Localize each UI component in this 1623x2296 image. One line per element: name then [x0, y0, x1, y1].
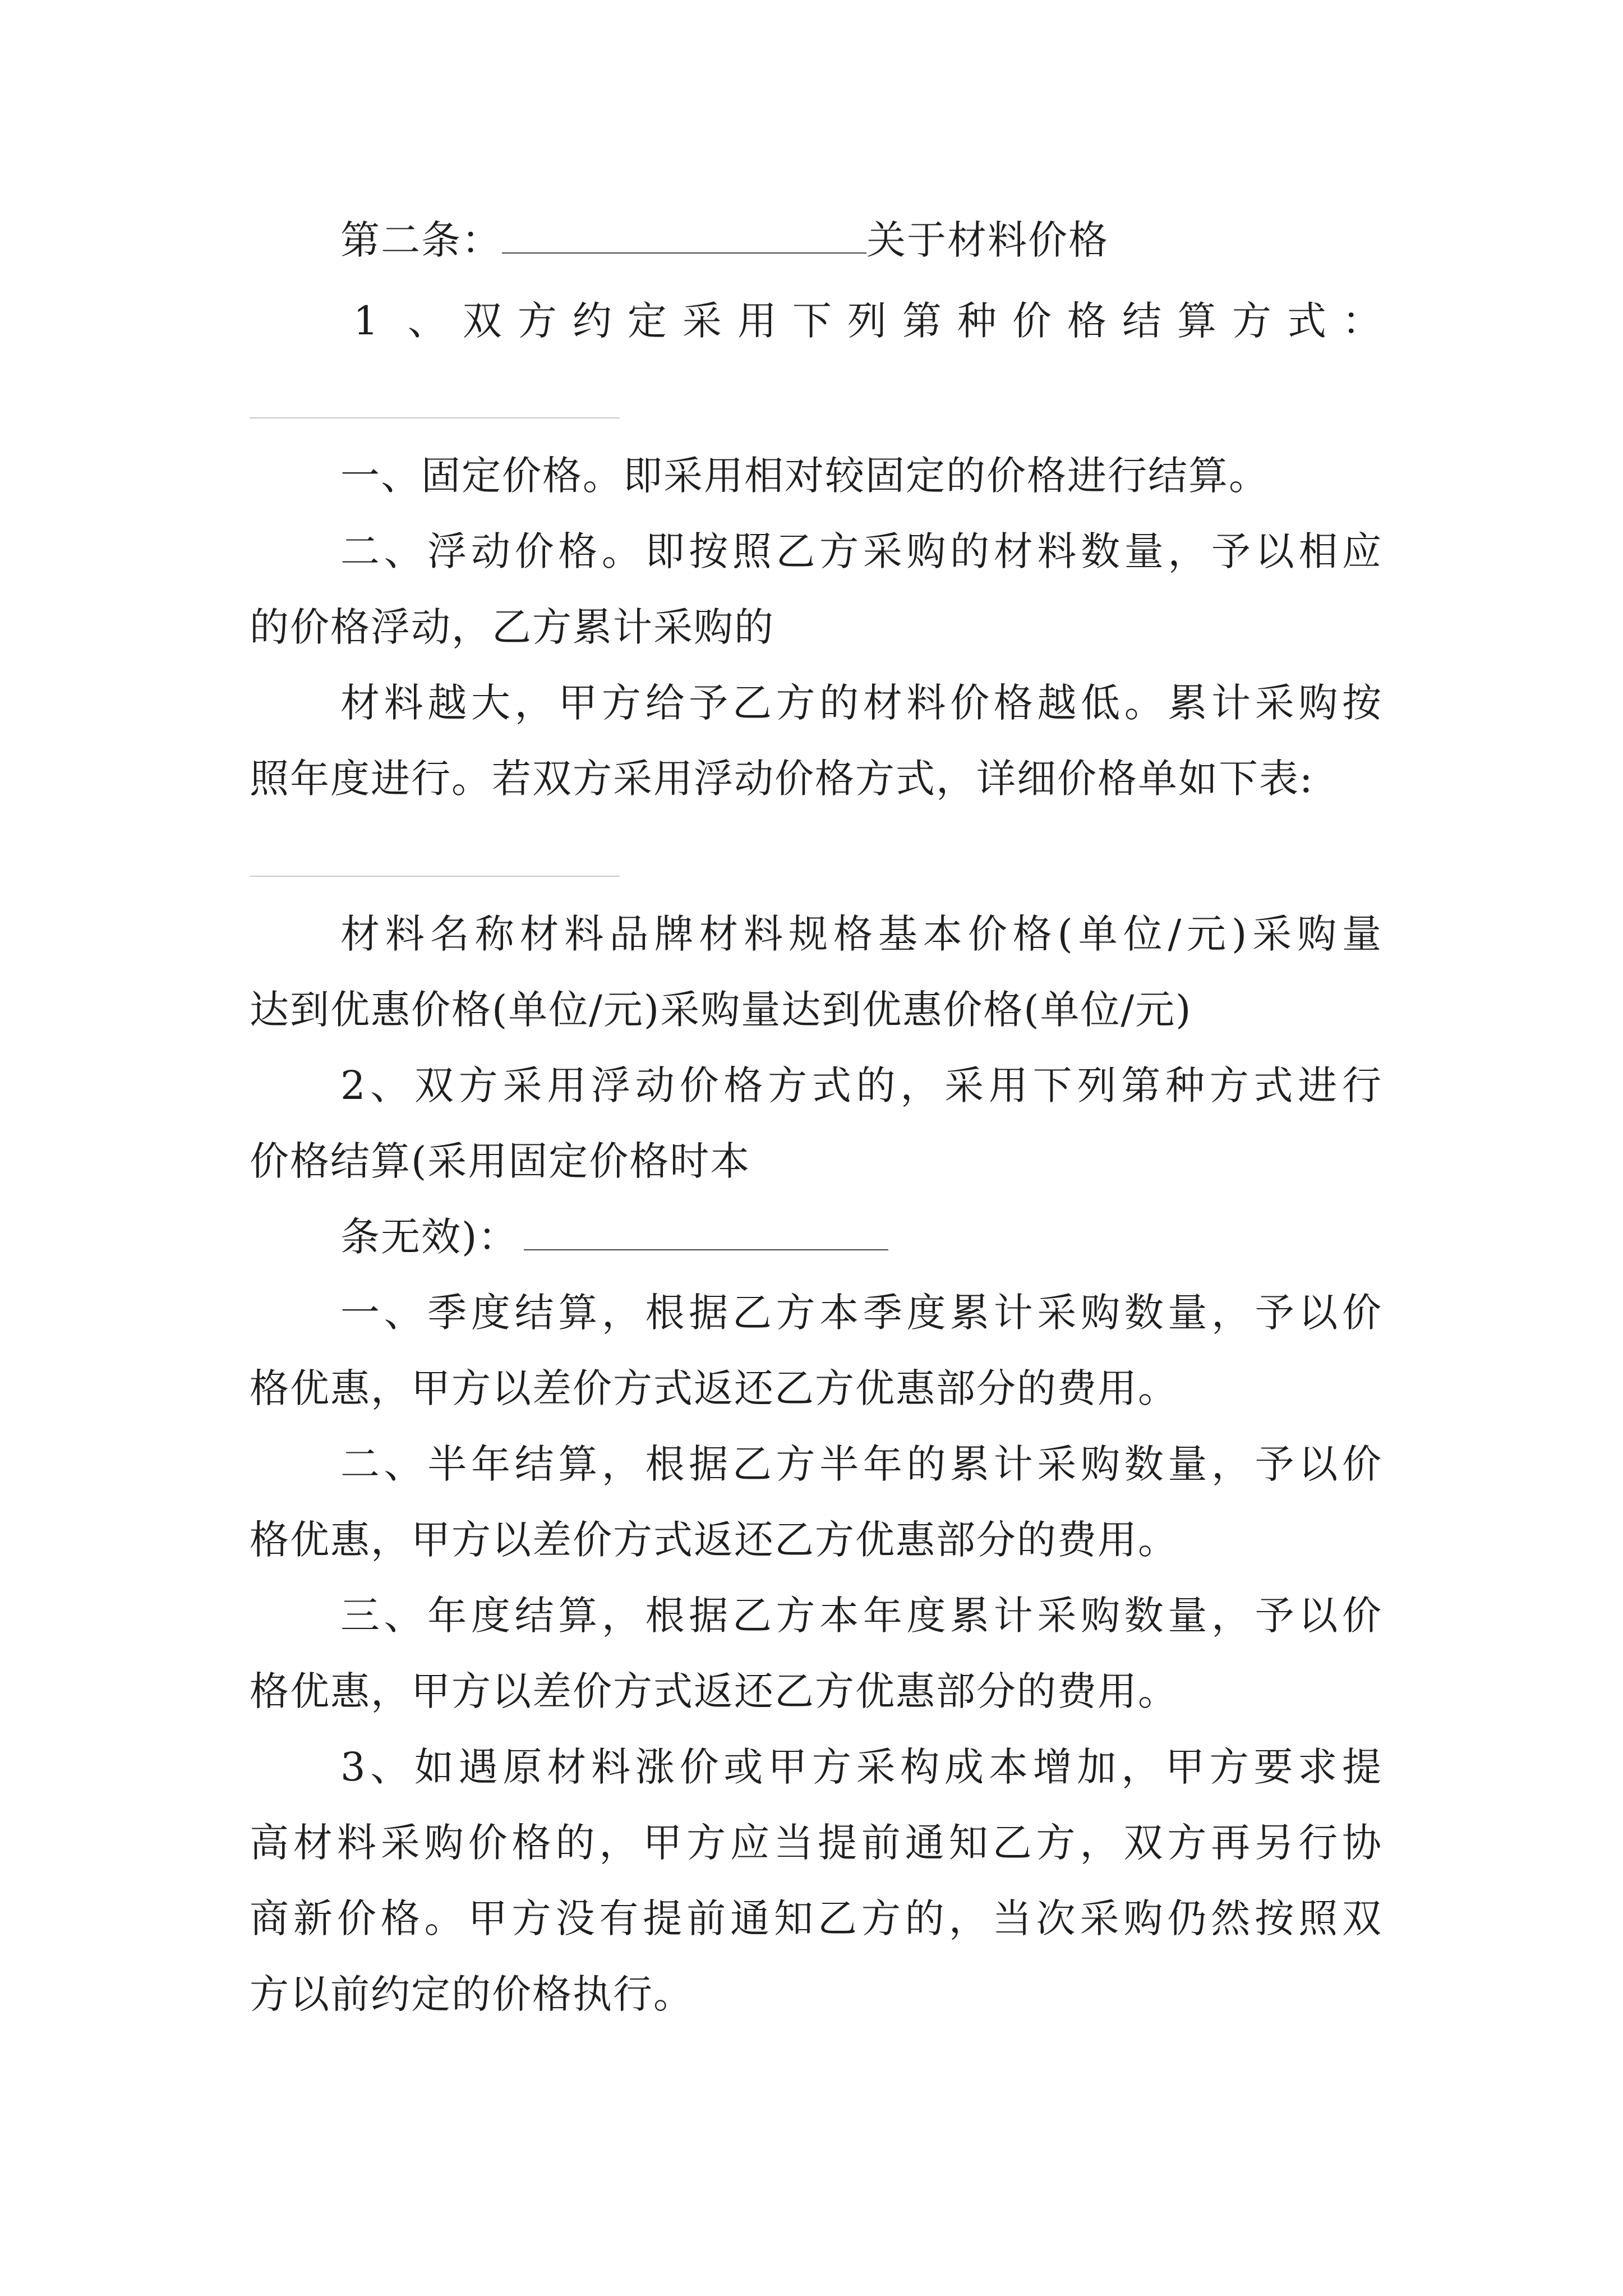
- floating-cont-line1: 材料越大，甲方给予乙方的材料价格越低。累计采购按: [340, 680, 1382, 726]
- article-heading: [340, 213, 1473, 267]
- clause2-line1: 2、双方采用浮动价格方式的，采用下列第种方式进行: [340, 1062, 1382, 1108]
- floating-cont-line2: 照年度进行。若双方采用浮动价格方式，详细价格单如下表:: [250, 756, 1314, 802]
- blank-rule-1: [250, 417, 620, 418]
- option-floating-line2: 的价格浮动，乙方累计采购的: [250, 604, 774, 650]
- clause3-line3: 商新价格。甲方没有提前通知乙方的，当次采购仍然按照双: [250, 1895, 1382, 1941]
- clause3-line2: 高材料采购价格的，甲方应当提前通知乙方，双方再另行协: [250, 1820, 1382, 1866]
- clause2-line2: 价格结算(采用固定价格时本: [250, 1138, 751, 1184]
- option-floating-line1: 二、浮动价格。即按照乙方采购的材料数量，予以相应: [340, 528, 1382, 574]
- quarterly-line2: 格优惠，甲方以差价方式返还乙方优惠部分的费用。: [250, 1365, 1178, 1411]
- clause3-line4: 方以前约定的价格执行。: [250, 1971, 694, 2017]
- annual-line1: 三、年度结算，根据乙方本年度累计采购数量，予以价: [340, 1593, 1382, 1639]
- article-heading-suffix: 关于材料价格: [866, 217, 1109, 263]
- clause1-intro: 1 、双方约定采用下列第种价格结算方式：: [353, 298, 1382, 344]
- clause2-blank-field: [524, 1212, 888, 1250]
- quarterly-line1: 一、季度结算，根据乙方本季度累计采购数量，予以价: [340, 1290, 1382, 1336]
- table-header-line2: 达到优惠价格(单位/元)采购量达到优惠价格(单位/元): [250, 987, 1192, 1033]
- clause2-line3-prefix: 条无效)：: [340, 1214, 519, 1260]
- table-header-line1: 材料名称材料品牌材料规格基本价格(单位/元)采购量: [340, 911, 1382, 957]
- clause3-line1: 3、如遇原材料涨价或甲方采构成本增加，甲方要求提: [340, 1744, 1382, 1790]
- article-heading-prefix: 第二条：: [340, 217, 502, 263]
- halfyear-line2: 格优惠，甲方以差价方式返还乙方优惠部分的费用。: [250, 1517, 1178, 1563]
- blank-rule-2: [250, 876, 620, 877]
- option-fixed: 一、固定价格。即采用相对较固定的价格进行结算。: [340, 453, 1269, 499]
- halfyear-line1: 二、半年结算，根据乙方半年的累计采购数量，予以价: [340, 1441, 1382, 1487]
- annual-line2: 格优惠，甲方以差价方式返还乙方优惠部分的费用。: [250, 1668, 1178, 1714]
- clause2-line3: [340, 1210, 1473, 1264]
- article-blank-field: [502, 215, 866, 254]
